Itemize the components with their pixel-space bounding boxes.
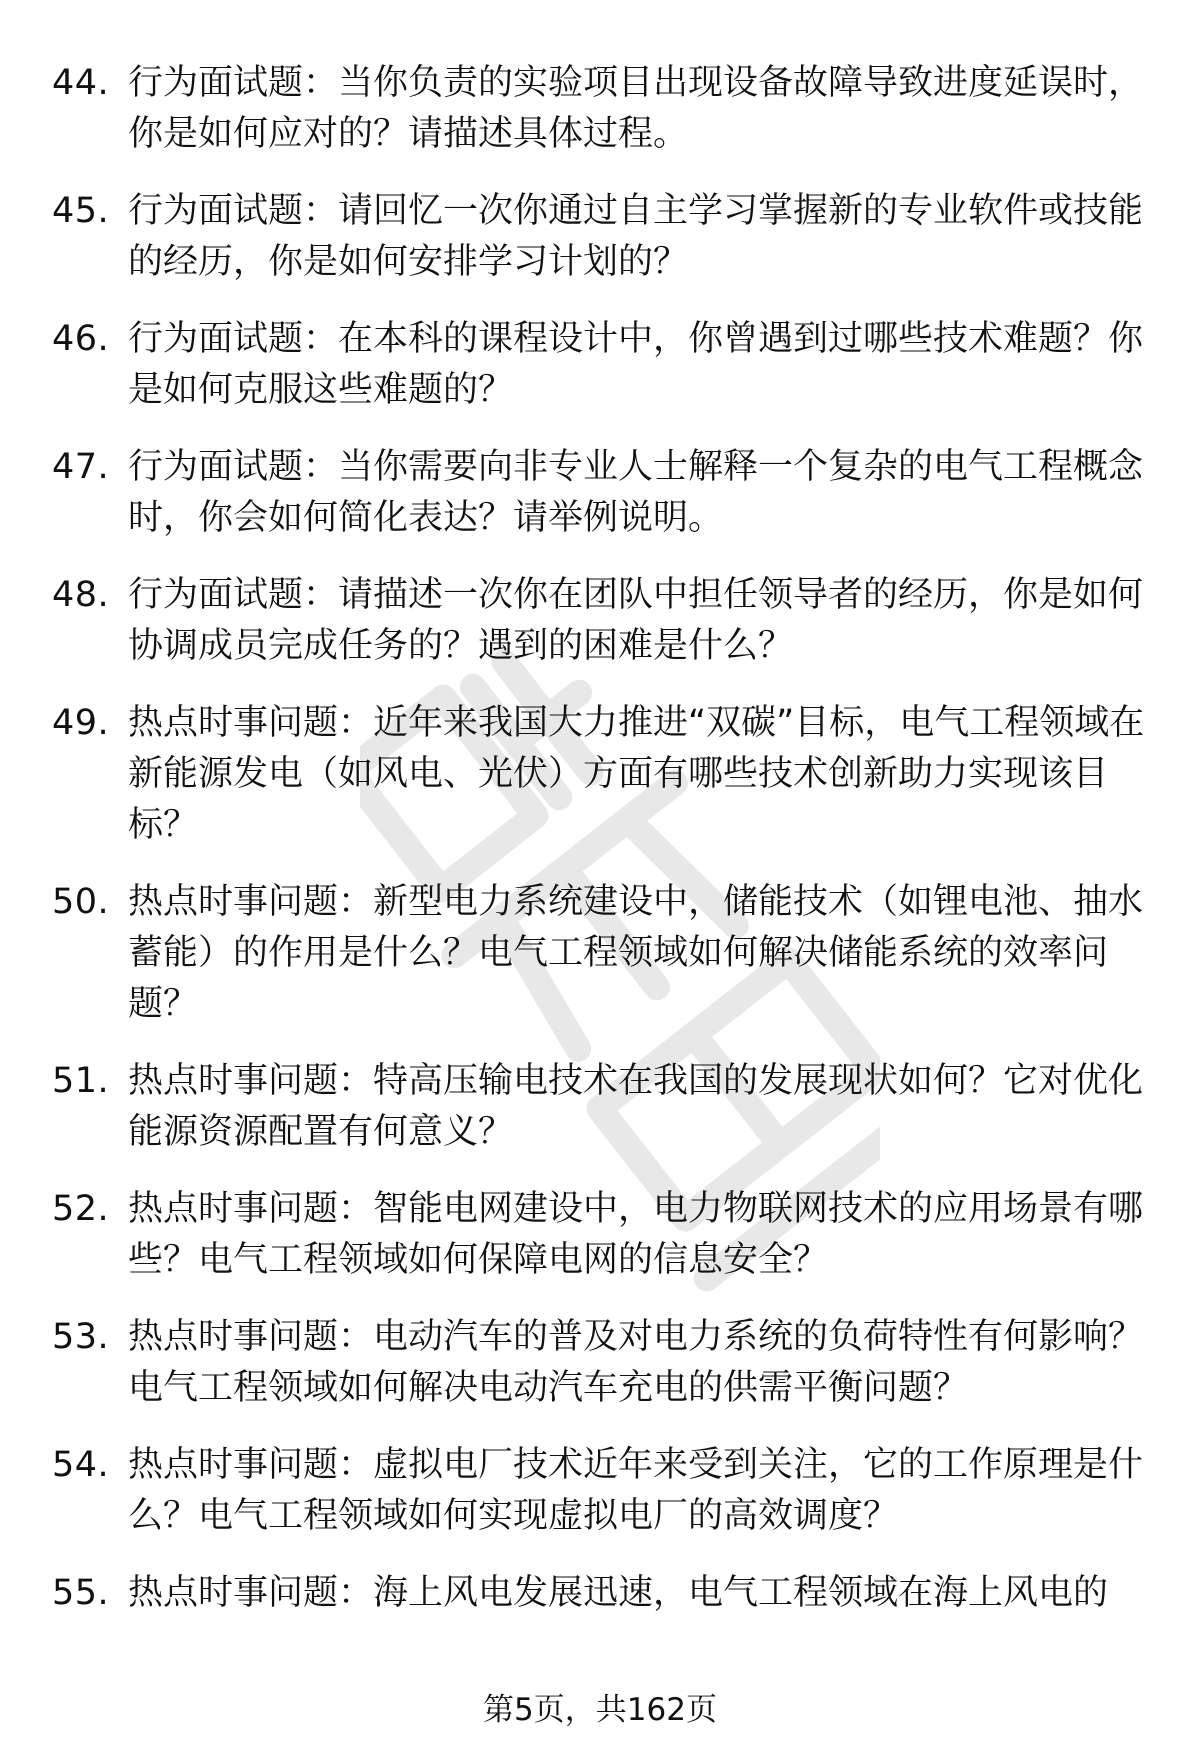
question-item [52,1056,1162,1158]
question-number: 47. [52,447,110,487]
question-list [52,58,1162,1645]
question-item [52,442,1162,544]
question-text: 热点时事问题：新型电力系统建设中，储能技术（如锂电池、抽水蓄能）的作用是什么？电气工程领域如何解决储能系统的效率问题？ [128,882,1144,1024]
question-text: 热点时事问题：海上风电发展迅速，电气工程领域在海上风电的 [128,1573,1109,1613]
question-number: 54. [52,1445,110,1485]
question-text: 行为面试题：当你负责的实验项目出现设备故障导致进度延误时，你是如何应对的？请描述具体过程。 [128,63,1144,154]
question-text: 热点时事问题：特高压输电技术在我国的发展现状如何？它对优化能源资源配置有何意义？ [128,1061,1144,1152]
question-text: 行为面试题：在本科的课程设计中，你曾遇到过哪些技术难题？你是如何克服这些难题的？ [128,319,1144,410]
question-item [52,1184,1162,1286]
question-number: 50. [52,882,110,922]
question-number: 44. [52,63,110,103]
question-text: 热点时事问题：近年来我国大力推进“双碳”目标，电气工程领域在新能源发电（如风电、光伏）方面有哪些技术创新助力实现该目标？ [128,703,1145,845]
question-item [52,186,1162,288]
question-text: 行为面试题：请描述一次你在团队中担任领导者的经历，你是如何协调成员完成任务的？遇到的困难是什么？ [128,575,1144,666]
question-number: 45. [52,191,110,231]
question-item [52,1312,1162,1414]
question-item [52,58,1162,160]
question-item [52,877,1162,1030]
question-text: 热点时事问题：智能电网建设中，电力物联网技术的应用场景有哪些？电气工程领域如何保障电网的信息安全？ [128,1189,1144,1280]
page-footer: 第5页，共162页 [483,1692,717,1728]
question-item [52,314,1162,416]
question-number: 49. [52,703,110,743]
question-number: 51. [52,1061,110,1101]
question-item [52,1440,1162,1542]
question-text: 热点时事问题：虚拟电厂技术近年来受到关注，它的工作原理是什么？电气工程领域如何实现虚拟电厂的高效调度？ [128,1445,1144,1536]
question-item [52,698,1162,851]
question-number: 46. [52,319,110,359]
question-number: 48. [52,575,110,615]
question-text: 行为面试题：请回忆一次你通过自主学习掌握新的专业软件或技能的经历，你是如何安排学习计划的？ [128,191,1144,282]
question-number: 52. [52,1189,110,1229]
question-text: 热点时事问题：电动汽车的普及对电力系统的负荷特性有何影响？电气工程领域如何解决电动汽车充电的供需平衡问题？ [128,1317,1144,1408]
question-number: 53. [52,1317,110,1357]
question-item [52,570,1162,672]
question-number: 55. [52,1573,110,1613]
question-item [52,1568,1162,1619]
question-text: 行为面试题：当你需要向非专业人士解释一个复杂的电气工程概念时，你会如何简化表达？请举例说明。 [128,447,1144,538]
